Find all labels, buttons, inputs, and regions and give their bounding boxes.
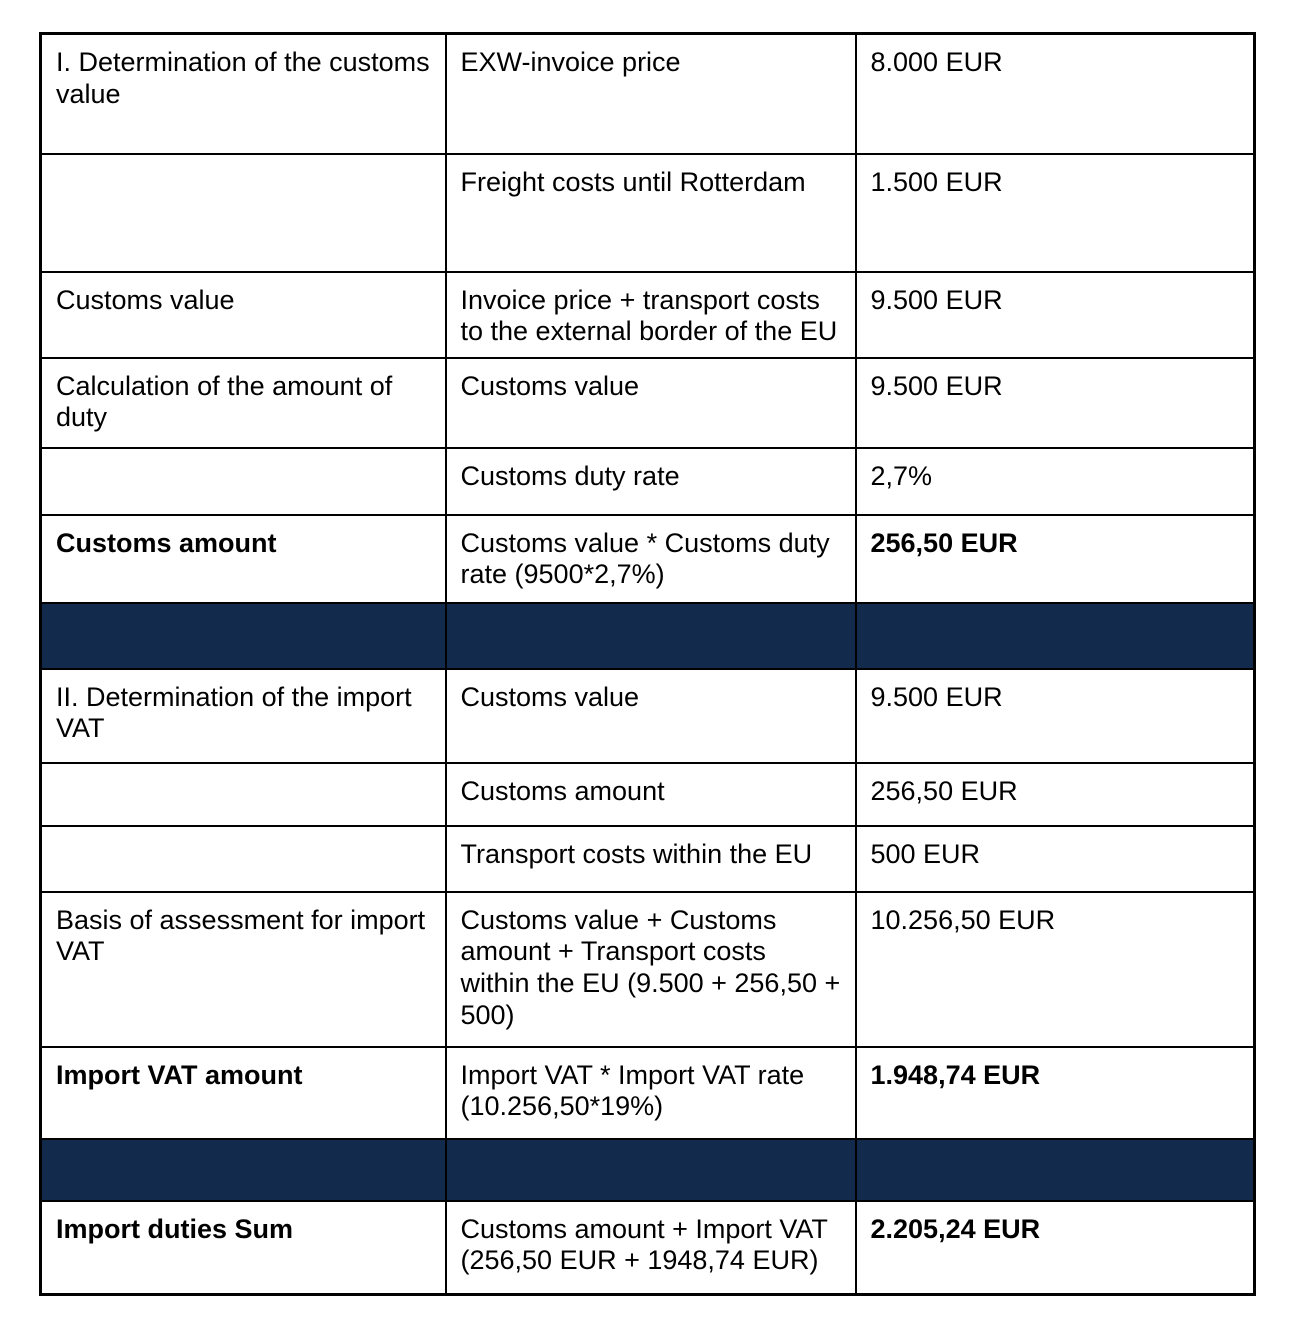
row-value: 2.205,24 EUR [856, 1201, 1255, 1295]
separator-cell [446, 1139, 856, 1201]
row-label: Import duties Sum [41, 1201, 446, 1295]
row-label: Calculation of the amount of duty [41, 358, 446, 448]
row-description: Customs value * Customs duty rate (9500*2,7%) [446, 515, 856, 603]
section-separator-row [41, 603, 1255, 669]
table-row [41, 763, 1255, 826]
row-label [41, 763, 446, 826]
row-description: Customs value + Customs amount + Transport costs within the EU (9.500 + 256,50 + 500) [446, 892, 856, 1047]
table-row-import-duties-sum [41, 1201, 1255, 1295]
row-description: Customs value [446, 358, 856, 448]
row-value: 1.500 EUR [856, 154, 1255, 272]
row-label: Customs amount [41, 515, 446, 603]
row-label: Customs value [41, 272, 446, 358]
row-description: Freight costs until Rotterdam [446, 154, 856, 272]
row-value: 256,50 EUR [856, 515, 1255, 603]
row-description: Customs amount + Import VAT (256,50 EUR + 1948,74 EUR) [446, 1201, 856, 1295]
row-value: 9.500 EUR [856, 272, 1255, 358]
row-value: 1.948,74 EUR [856, 1047, 1255, 1139]
table-row [41, 892, 1255, 1047]
separator-cell [856, 603, 1255, 669]
row-label: Basis of assessment for import VAT [41, 892, 446, 1047]
row-description: EXW-invoice price [446, 34, 856, 154]
separator-cell [856, 1139, 1255, 1201]
table-row-customs-amount [41, 515, 1255, 603]
separator-cell [446, 603, 856, 669]
row-label [41, 154, 446, 272]
section-separator-row [41, 1139, 1255, 1201]
row-value: 500 EUR [856, 826, 1255, 892]
row-value: 9.500 EUR [856, 358, 1255, 448]
table-row [41, 669, 1255, 763]
row-label: I. Determination of the customs value [41, 34, 446, 154]
row-label: Import VAT amount [41, 1047, 446, 1139]
table-row [41, 272, 1255, 358]
separator-cell [41, 1139, 446, 1201]
row-value: 256,50 EUR [856, 763, 1255, 826]
row-value: 2,7% [856, 448, 1255, 515]
row-value: 9.500 EUR [856, 669, 1255, 763]
table-row [41, 448, 1255, 515]
row-label [41, 826, 446, 892]
row-label: II. Determination of the import VAT [41, 669, 446, 763]
row-value: 10.256,50 EUR [856, 892, 1255, 1047]
separator-cell [41, 603, 446, 669]
row-description: Customs duty rate [446, 448, 856, 515]
customs-duties-calculation-table [39, 32, 1256, 1296]
row-description: Import VAT * Import VAT rate (10.256,50*19%) [446, 1047, 856, 1139]
row-value: 8.000 EUR [856, 34, 1255, 154]
table-row [41, 358, 1255, 448]
table-row-import-vat-amount [41, 1047, 1255, 1139]
row-label [41, 448, 446, 515]
row-description: Customs value [446, 669, 856, 763]
table-row [41, 826, 1255, 892]
table-row [41, 154, 1255, 272]
row-description: Invoice price + transport costs to the external border of the EU [446, 272, 856, 358]
table-row [41, 34, 1255, 154]
row-description: Transport costs within the EU [446, 826, 856, 892]
row-description: Customs amount [446, 763, 856, 826]
